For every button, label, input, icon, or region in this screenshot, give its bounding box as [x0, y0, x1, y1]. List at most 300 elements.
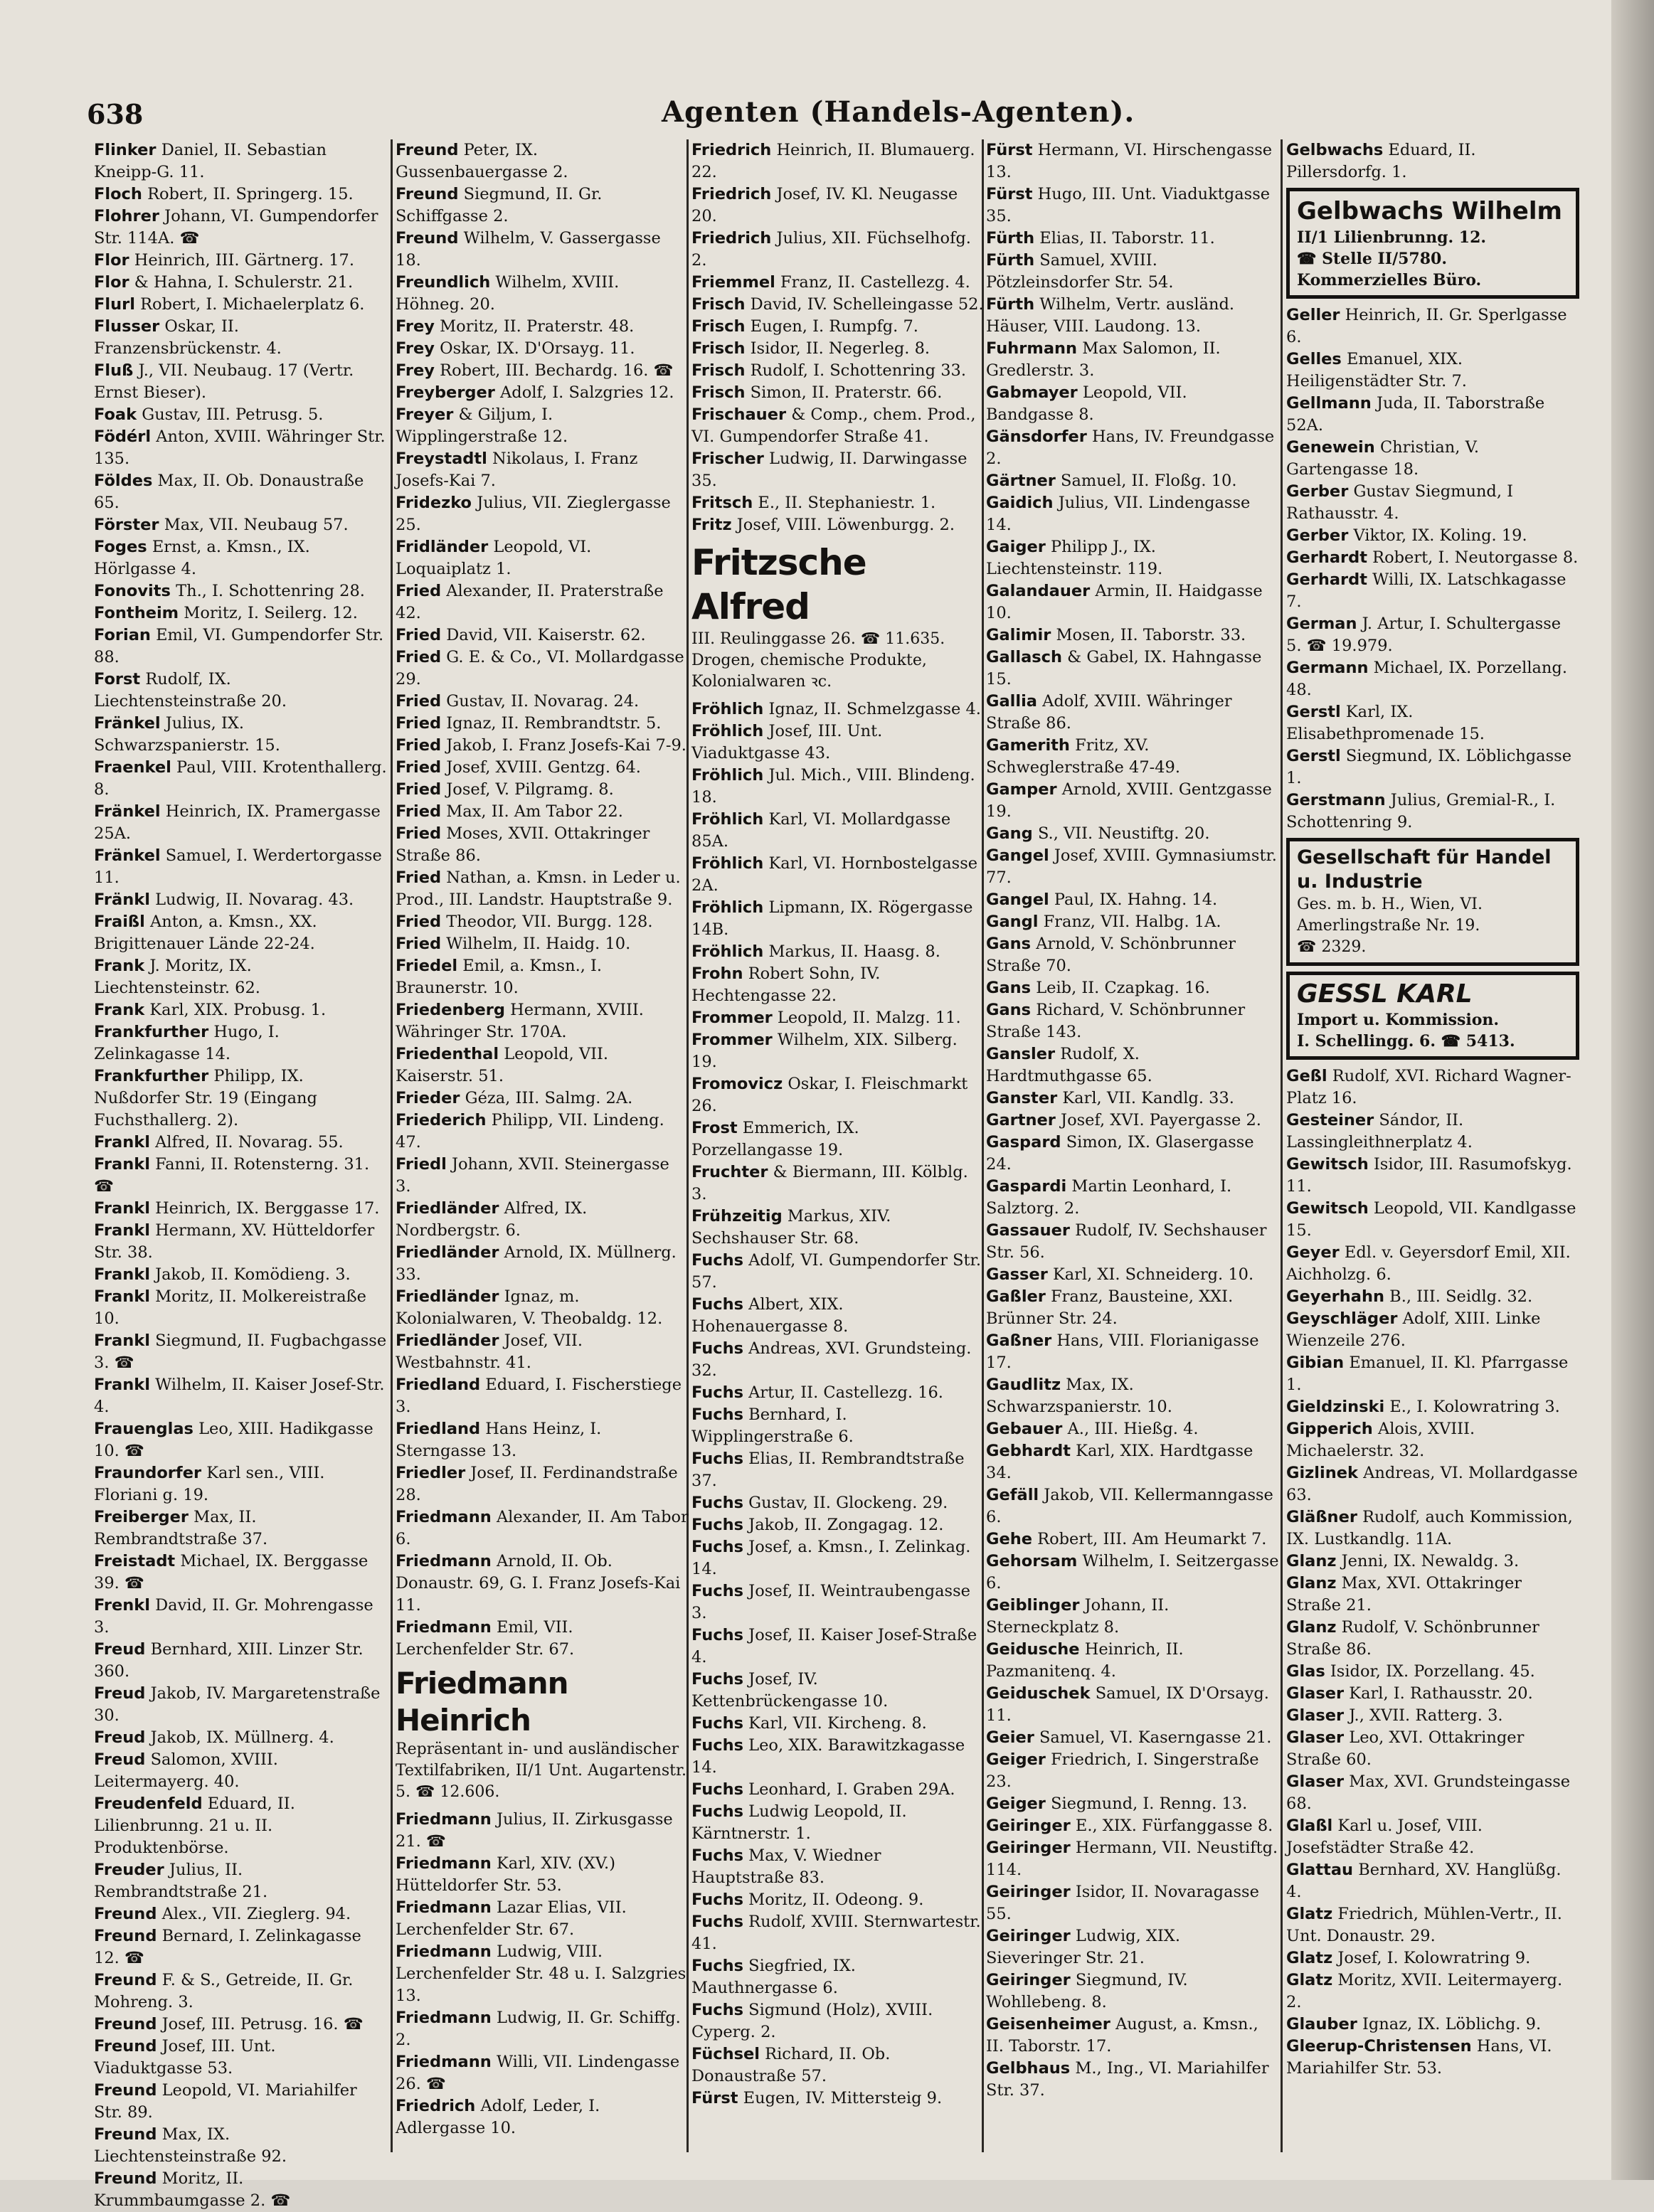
- directory-entry: [396, 316, 689, 338]
- entry-name: Gehe: [986, 1530, 1033, 1548]
- directory-entry: [1286, 393, 1579, 437]
- entry-name: Födérl: [94, 427, 152, 446]
- entry-name: Gebauer: [986, 1420, 1063, 1438]
- entry-name: Glaser: [1286, 1728, 1345, 1747]
- directory-entry: [691, 1580, 985, 1625]
- directory-entry: [691, 1073, 985, 1117]
- entry-details: Friedrich, Mühlen-Vertr., II. Unt. Donaustr. 29.: [1286, 1905, 1562, 1945]
- entry-details: Wilhelm, Vertr. ausländ. Häuser, VIII. Laudong. 13.: [986, 295, 1235, 336]
- directory-entry: [986, 1881, 1279, 1925]
- directory-column-2: [396, 139, 689, 2159]
- entry-name: Friedel: [396, 957, 458, 975]
- directory-entry: [1286, 1396, 1579, 1418]
- entry-name: Gassauer: [986, 1221, 1070, 1240]
- entry-details: Heinrich, IX. Berggasse 17.: [155, 1199, 380, 1218]
- directory-entry: [396, 955, 689, 999]
- directory-entry: [396, 1418, 689, 1462]
- entry-details: Robert Sohn, IV. Hechtengasse 22.: [691, 964, 881, 1005]
- entry-details: B., III. Seidlg. 32.: [1389, 1287, 1533, 1306]
- entry-details: Karl, VII. Kircheng. 8.: [748, 1714, 927, 1733]
- entry-details: Ludwig, II. Darwingasse 35.: [691, 450, 968, 490]
- entry-details: Karl, VI. Mollardgasse 85A.: [691, 810, 951, 851]
- entry-name: Gieldzinski: [1286, 1398, 1385, 1416]
- directory-entry: [94, 536, 387, 580]
- advertisement-box: [1286, 972, 1579, 1060]
- entry-details: Arnold, V. Schönbrunner Straße 70.: [986, 935, 1236, 975]
- entry-details: Max, II. Rembrandtstraße 37.: [94, 1508, 268, 1548]
- entry-name: Geyer: [1286, 1243, 1340, 1262]
- entry-details: Emmerich, IX. Porzellangasse 19.: [691, 1119, 859, 1159]
- entry-name: Friederich: [396, 1111, 487, 1129]
- directory-entry: [986, 1440, 1279, 1484]
- directory-entry: [1286, 525, 1579, 547]
- directory-entry: [396, 999, 689, 1043]
- entry-details: Philipp J., IX. Liechtensteinstr. 119.: [986, 538, 1163, 578]
- entry-details: Sigmund (Holz), XVIII. Cyperg. 2.: [691, 2001, 933, 2041]
- directory-entry: [396, 823, 689, 867]
- directory-entry: [691, 853, 985, 897]
- entry-name: Fraundorfer: [94, 1464, 202, 1482]
- entry-details: Adolf, I. Salzgries 12.: [500, 383, 674, 402]
- directory-entry: [691, 2088, 985, 2110]
- entry-name: Fried: [396, 935, 442, 953]
- entry-details: David, IV. Schelleingasse 52.: [750, 295, 984, 314]
- entry-details: Eduard, I. Fischerstiege 3.: [396, 1376, 682, 1416]
- entry-details: Heinrich, II. Gr. Sperlgasse 6.: [1286, 306, 1567, 346]
- entry-details: Max, IX. Schwarzspanierstr. 10.: [986, 1376, 1172, 1416]
- directory-entry: [1286, 304, 1579, 349]
- directory-entry: [396, 1617, 689, 1661]
- directory-entry: [691, 1206, 985, 1250]
- entry-details: Andreas, XVI. Grundsteing. 32.: [691, 1339, 972, 1380]
- directory-entry: [396, 1462, 689, 1506]
- entry-details: Leonhard, I. Graben 29A.: [748, 1780, 955, 1799]
- advertisement-title: Friedmann Heinrich: [396, 1666, 568, 1738]
- directory-entry: [986, 624, 1279, 647]
- directory-entry: [1286, 1506, 1579, 1551]
- directory-entry: [94, 1595, 387, 1639]
- directory-entry: [396, 228, 689, 272]
- directory-entry: [691, 492, 985, 514]
- directory-entry: [94, 206, 387, 250]
- entry-name: Frankl: [94, 1376, 150, 1394]
- entry-details: Siegmund, II. Gr. Schiffgasse 2.: [396, 185, 603, 225]
- directory-entry: [691, 1801, 985, 1845]
- entry-details: Heinrich, IX. Pramergasse 25A.: [94, 802, 381, 843]
- entry-name: Fuchs: [691, 1846, 744, 1865]
- directory-entry: [94, 1639, 387, 1683]
- entry-details: Leo, XVI. Ottakringer Straße 60.: [1286, 1728, 1525, 1769]
- directory-entry: [1286, 1110, 1579, 1154]
- entry-name: Flurl: [94, 295, 135, 314]
- directory-entry: [691, 897, 985, 941]
- entry-details: Lazar Elias, VII. Lerchenfelder Str. 67.: [396, 1898, 627, 1939]
- entry-name: Fromovicz: [691, 1075, 783, 1093]
- entry-details: Bernhard, XV. Hanglüßg. 4.: [1286, 1861, 1562, 1901]
- directory-entry: [1286, 1154, 1579, 1198]
- entry-details: Paul, VIII. Krotenthallerg. 8.: [94, 758, 387, 799]
- entry-details: Isidor, II. Novaragasse 55.: [986, 1883, 1259, 1923]
- directory-entry: [691, 272, 985, 294]
- directory-entry: [691, 765, 985, 809]
- entry-name: Fuchs: [691, 1494, 744, 1512]
- entry-details: Alexander, II. Praterstraße 42.: [396, 582, 664, 622]
- entry-details: J., XVII. Ratterg. 3.: [1349, 1706, 1503, 1725]
- directory-entry: [691, 963, 985, 1007]
- entry-details: Salomon, XVIII. Leitermayerg. 40.: [94, 1750, 278, 1791]
- advertisement-title: Fritzsche Alfred: [691, 542, 866, 627]
- entry-name: Fränkl: [94, 890, 150, 909]
- advertisement-title: Gelbwachs Wilhelm: [1297, 197, 1562, 225]
- entry-name: Friemmel: [691, 273, 775, 292]
- entry-name: Fränkel: [94, 802, 161, 821]
- entry-details: Alfred, IX. Nordbergstr. 6.: [396, 1199, 588, 1240]
- entry-name: Friedmann: [396, 1552, 492, 1570]
- entry-name: Gerhardt: [1286, 548, 1367, 567]
- entry-name: Friedmann: [396, 1898, 492, 1917]
- directory-entry: [396, 1110, 689, 1154]
- entry-details: Hans, VI. Mariahilfer Str. 53.: [1286, 2037, 1552, 2078]
- directory-entry: [1286, 2014, 1579, 2036]
- directory-entry: [396, 272, 689, 316]
- entry-details: Robert, I. Neutorgasse 8.: [1372, 548, 1579, 567]
- entry-name: Friedler: [396, 1464, 466, 1482]
- directory-entry: [1286, 1242, 1579, 1286]
- entry-name: Glas: [1286, 1662, 1325, 1681]
- entry-details: Wilhelm, II. Haidg. 10.: [446, 935, 631, 953]
- entry-details: Karl, I. Rathausstr. 20.: [1349, 1684, 1533, 1703]
- entry-name: Freistadt: [94, 1552, 176, 1570]
- advertisement-line: ☎ Stelle II/5780.: [1297, 250, 1447, 268]
- directory-entry: [94, 1264, 387, 1286]
- entry-details: Bernard, I. Zelinkagasse 12. ☎: [94, 1927, 361, 1967]
- entry-details: Siegmund, IX. Löblichgasse 1.: [1286, 747, 1572, 787]
- entry-details: Martin Leonhard, I. Salztorg. 2.: [986, 1177, 1232, 1218]
- entry-name: Fraenkel: [94, 758, 171, 777]
- directory-entry: [94, 580, 387, 602]
- entry-details: E., I. Kolowratring 3.: [1389, 1398, 1560, 1416]
- directory-entry: [1286, 139, 1579, 184]
- entry-details: Samuel, XVIII. Pötzleinsdorfer Str. 54.: [986, 251, 1174, 292]
- entry-name: Fuchs: [691, 1891, 744, 1909]
- entry-name: Fuchs: [691, 1626, 744, 1644]
- entry-details: Emanuel, II. Kl. Pfarrgasse 1.: [1286, 1354, 1569, 1394]
- directory-entry: [691, 1492, 985, 1514]
- directory-column-3: [691, 139, 985, 2159]
- entry-name: Glanz: [1286, 1618, 1337, 1637]
- entry-name: Freund: [94, 1971, 157, 1989]
- entry-name: Fuchs: [691, 1538, 744, 1556]
- entry-details: Oskar, II. Franzensbrückenstr. 4.: [94, 317, 282, 358]
- entry-details: Karl, XI. Schneiderg. 10.: [1052, 1265, 1254, 1284]
- entry-name: Gans: [986, 979, 1032, 997]
- entry-details: Leopold, VII. Kaiserstr. 51.: [396, 1045, 609, 1085]
- entry-name: Gipperich: [1286, 1420, 1373, 1438]
- directory-entry: [986, 228, 1279, 250]
- directory-entry: [1286, 1683, 1579, 1705]
- entry-details: Rudolf, IV. Sechshauser Str. 56.: [986, 1221, 1267, 1262]
- directory-entry: [1286, 613, 1579, 657]
- entry-details: & Comp., chem. Prod., VI. Gumpendorfer Straße 41.: [691, 405, 976, 446]
- directory-entry: [396, 492, 689, 536]
- directory-entry: [986, 1639, 1279, 1683]
- entry-name: Gelbwachs: [1286, 141, 1384, 159]
- entry-details: Max, XVI. Ottakringer Straße 21.: [1286, 1574, 1522, 1615]
- entry-name: Fruchter: [691, 1163, 768, 1181]
- directory-entry: [691, 1713, 985, 1735]
- entry-name: Friedrich: [691, 141, 772, 159]
- entry-details: Michael, IX. Berggasse 39. ☎: [94, 1552, 369, 1592]
- entry-name: Friedländer: [396, 1287, 499, 1306]
- entry-name: Gaidich: [986, 494, 1054, 512]
- entry-details: Wilhelm, V. Gassergasse 18.: [396, 229, 661, 270]
- entry-details: Adolf, VI. Gumpendorfer Str. 57.: [691, 1251, 981, 1292]
- entry-name: Frisch: [691, 317, 746, 336]
- advertisement-line: Import u. Kommission.: [1297, 1011, 1500, 1029]
- directory-entry: [986, 294, 1279, 338]
- entry-details: Karl, VI. Hornbostelgasse 2A.: [691, 854, 978, 895]
- directory-entry: [1286, 1308, 1579, 1352]
- entry-details: Max, IX. Liechtensteinstraße 92.: [94, 2125, 287, 2166]
- directory-entry: [94, 624, 387, 669]
- entry-details: Ernst, a. Kmsn., IX. Hörlgasse 4.: [94, 538, 310, 578]
- entry-name: Fritsch: [691, 494, 753, 512]
- directory-entry: [94, 1551, 387, 1595]
- entry-name: Frischer: [691, 450, 764, 468]
- entry-details: Elias, II. Rembrandtstraße 37.: [691, 1450, 965, 1490]
- entry-name: Freyer: [396, 405, 454, 424]
- entry-name: Freund: [94, 1905, 157, 1923]
- entry-details: Max, II. Am Tabor 22.: [446, 802, 623, 821]
- entry-details: Jenni, IX. Newaldg. 3.: [1341, 1552, 1520, 1570]
- entry-details: Heinrich, II. Pazmanitenq. 4.: [986, 1640, 1184, 1681]
- directory-entry: [94, 1969, 387, 2014]
- entry-details: Gustav, II. Novarag. 24.: [446, 692, 640, 711]
- entry-details: Friedrich, I. Singerstraße 23.: [986, 1750, 1259, 1791]
- entry-details: Alfred, II. Novarag. 55.: [155, 1133, 344, 1152]
- directory-entry: [396, 801, 689, 823]
- entry-details: Leopold, VII. Bandgasse 8.: [986, 383, 1187, 424]
- entry-details: Jul. Mich., VIII. Blindeng. 18.: [691, 766, 975, 807]
- directory-entry: [691, 1536, 985, 1580]
- entry-details: Josef, III. Unt. Viaduktgasse 53.: [94, 2037, 276, 2078]
- entry-name: Gehorsam: [986, 1552, 1078, 1570]
- entry-name: Glanz: [1286, 1574, 1337, 1592]
- entry-name: Flinker: [94, 141, 157, 159]
- directory-entry: [396, 1374, 689, 1418]
- directory-entry: [986, 184, 1279, 228]
- entry-name: Fuchs: [691, 2001, 744, 2019]
- directory-entry: [94, 404, 387, 426]
- directory-entry: [94, 1462, 387, 1506]
- directory-entry: [986, 1551, 1279, 1595]
- entry-name: Gibian: [1286, 1354, 1345, 1372]
- entry-name: Füchsel: [691, 2045, 760, 2063]
- directory-entry: [94, 889, 387, 911]
- directory-entry: [396, 713, 689, 735]
- entry-name: Freund: [94, 2125, 157, 2144]
- entry-details: Johann, XVII. Steinergasse 3.: [396, 1155, 669, 1196]
- directory-entry: [396, 2095, 689, 2139]
- directory-entry: [396, 1897, 689, 1941]
- entry-details: Anton, a. Kmsn., XX. Brigittenauer Lände 22-24.: [94, 913, 317, 953]
- advertisement-line: I. Schellingg. 6. ☎ 5413.: [1297, 1032, 1515, 1051]
- entry-details: E., XIX. Fürfanggasse 8.: [1075, 1817, 1273, 1835]
- entry-name: Freud: [94, 1684, 146, 1703]
- entry-details: Jakob, I. Franz Josefs-Kai 7-9.: [446, 736, 686, 755]
- entry-name: Fuchs: [691, 1251, 744, 1270]
- entry-details: Simon, IX. Glasergasse 24.: [986, 1133, 1254, 1174]
- directory-entry: [691, 1735, 985, 1779]
- entry-name: Glaßl: [1286, 1817, 1333, 1835]
- entry-name: Genewein: [1286, 438, 1375, 457]
- entry-details: Josef, XVIII. Gymnasiumstr. 77.: [986, 846, 1277, 887]
- entry-details: Ignaz, m. Kolonialwaren, V. Theobaldg. 12.: [396, 1287, 663, 1328]
- entry-name: Gewitsch: [1286, 1155, 1369, 1174]
- entry-name: Fridländer: [396, 538, 489, 556]
- directory-entry: [94, 1198, 387, 1220]
- directory-entry: [986, 1683, 1279, 1727]
- directory-entry: [986, 1484, 1279, 1528]
- entry-name: Frischauer: [691, 405, 787, 424]
- directory-entry: [986, 1815, 1279, 1837]
- entry-details: Armin, II. Haidgasse 10.: [986, 582, 1263, 622]
- entry-name: Gangel: [986, 890, 1049, 909]
- entry-details: Willi, IX. Latschkagasse 7.: [1286, 570, 1566, 611]
- entry-name: Fürst: [986, 185, 1033, 203]
- entry-details: Andreas, VI. Mollardgasse 63.: [1286, 1464, 1578, 1504]
- directory-entry: [94, 1374, 387, 1418]
- directory-entry: [691, 1404, 985, 1448]
- directory-entry: [396, 404, 689, 448]
- entry-name: Friedenberg: [396, 1001, 505, 1019]
- entry-name: Fränkel: [94, 714, 161, 733]
- entry-name: Glatz: [1286, 1905, 1333, 1923]
- directory-entry: [94, 1132, 387, 1154]
- entry-details: Josef, I. Kolowratring 9.: [1337, 1949, 1531, 1967]
- entry-name: Fried: [396, 913, 442, 931]
- entry-name: Frankl: [94, 1199, 150, 1218]
- directory-entry: [691, 1029, 985, 1073]
- directory-entry: [986, 823, 1279, 845]
- entry-details: Moritz, XVII. Leitermayerg. 2.: [1286, 1971, 1563, 2011]
- directory-column-1: [94, 139, 387, 2210]
- entry-name: Friedrich: [396, 2097, 476, 2115]
- entry-details: Franz, Bausteine, XXI. Brünner Str. 24.: [986, 1287, 1234, 1328]
- entry-name: Friedmann: [396, 2053, 492, 2071]
- entry-details: Nathan, a. Kmsn. in Leder u. Prod., III. Landstr. Hauptstraße 9.: [396, 868, 681, 909]
- entry-details: Julius, VII. Zieglergasse 25.: [396, 494, 671, 534]
- entry-name: Fuchs: [691, 1450, 744, 1468]
- directory-entry: [94, 1859, 387, 1903]
- entry-name: Fröhlich: [691, 898, 764, 917]
- running-header: Agenten (Handels-Agenten).: [662, 95, 1135, 129]
- directory-entry: [94, 1727, 387, 1749]
- entry-name: Freund: [396, 185, 459, 203]
- entry-details: Markus, II. Haasg. 8.: [768, 942, 940, 961]
- column-rule: [1281, 139, 1283, 2152]
- directory-entry: [986, 1286, 1279, 1330]
- directory-entry: [986, 382, 1279, 426]
- entry-name: Gerstl: [1286, 747, 1341, 765]
- entry-name: Foak: [94, 405, 137, 424]
- entry-details: Josef, a. Kmsn., I. Zelinkag. 14.: [691, 1538, 971, 1578]
- entry-name: Fried: [396, 824, 442, 843]
- entry-details: Ignaz, IX. Löblichg. 9.: [1362, 2015, 1542, 2033]
- directory-entry: [396, 1506, 689, 1551]
- directory-entry: [986, 1132, 1279, 1176]
- directory-entry: [94, 669, 387, 713]
- entry-name: Galimir: [986, 626, 1051, 644]
- entry-name: Gangel: [986, 846, 1049, 865]
- entry-name: Geiblinger: [986, 1596, 1080, 1615]
- entry-details: Ludwig, VIII. Lerchenfelder Str. 48 u. I. Salzgries 13.: [396, 1942, 686, 2005]
- entry-details: Siegmund, II. Fugbachgasse 3. ☎: [94, 1331, 387, 1372]
- entry-details: Julius, XII. Füchselhofg. 2.: [691, 229, 971, 270]
- entry-name: Friedmann: [396, 1942, 492, 1961]
- entry-name: Fluß: [94, 361, 134, 380]
- directory-entry: [94, 955, 387, 999]
- entry-details: Moritz, II. Odeong. 9.: [748, 1891, 924, 1909]
- entry-details: Rudolf, IX. Liechtensteinstraße 20.: [94, 670, 287, 711]
- entry-name: Fuchs: [691, 1339, 744, 1358]
- entry-details: Moritz, II. Praterstr. 48.: [440, 317, 635, 336]
- directory-entry: [94, 713, 387, 757]
- entry-name: Frankl: [94, 1133, 150, 1152]
- entry-details: Hugo, I. Zelinkagasse 14.: [94, 1023, 280, 1063]
- directory-entry: [1286, 1947, 1579, 1969]
- entry-name: Geyschläger: [1286, 1309, 1398, 1328]
- entry-name: Foges: [94, 538, 147, 556]
- entry-name: Gerber: [1286, 482, 1349, 501]
- directory-entry: [691, 1514, 985, 1536]
- entry-details: David, II. Gr. Mohrengasse 3.: [94, 1596, 373, 1637]
- entry-details: Hermann, VII. Neustiftg. 114.: [986, 1839, 1278, 1879]
- entry-name: Forst: [94, 670, 141, 688]
- directory-entry: [986, 338, 1279, 382]
- entry-details: Max Salomon, II. Gredlerstr. 3.: [986, 339, 1221, 380]
- directory-entry: [94, 272, 387, 294]
- directory-entry: [396, 1853, 689, 1897]
- directory-entry: [396, 1154, 689, 1198]
- entry-name: Freystadtl: [396, 450, 487, 468]
- directory-entry: [1286, 1661, 1579, 1683]
- directory-entry: [94, 1903, 387, 1925]
- directory-entry: [986, 845, 1279, 889]
- directory-entry: [986, 1043, 1279, 1088]
- directory-entry: [396, 691, 689, 713]
- directory-entry: [691, 1117, 985, 1161]
- entry-details: Ludwig, II. Novarag. 43.: [155, 890, 354, 909]
- entry-name: Geiringer: [986, 1927, 1071, 1945]
- entry-name: Gaßner: [986, 1331, 1052, 1350]
- entry-name: Frisch: [691, 383, 746, 402]
- entry-details: Oskar, I. Fleischmarkt 26.: [691, 1075, 968, 1115]
- entry-details: Josef, VII. Westbahnstr. 41.: [396, 1331, 583, 1372]
- directory-entry: [1286, 547, 1579, 569]
- entry-details: Max, V. Wiedner Hauptstraße 83.: [691, 1846, 881, 1887]
- entry-name: Freud: [94, 1750, 146, 1769]
- entry-details: Ludwig, II. Gr. Schiffg. 2.: [396, 2009, 681, 2049]
- entry-details: Géza, III. Salmg. 2A.: [465, 1089, 633, 1107]
- entry-name: Gabmayer: [986, 383, 1078, 402]
- entry-details: Robert, II. Springerg. 15.: [147, 185, 354, 203]
- directory-entry: [691, 382, 985, 404]
- entry-details: Max, VII. Neubaug 57.: [164, 516, 349, 534]
- entry-details: & Biermann, III. Kölblg. 3.: [691, 1163, 968, 1203]
- entry-name: Freund: [94, 2037, 157, 2056]
- directory-entry: [94, 2014, 387, 2036]
